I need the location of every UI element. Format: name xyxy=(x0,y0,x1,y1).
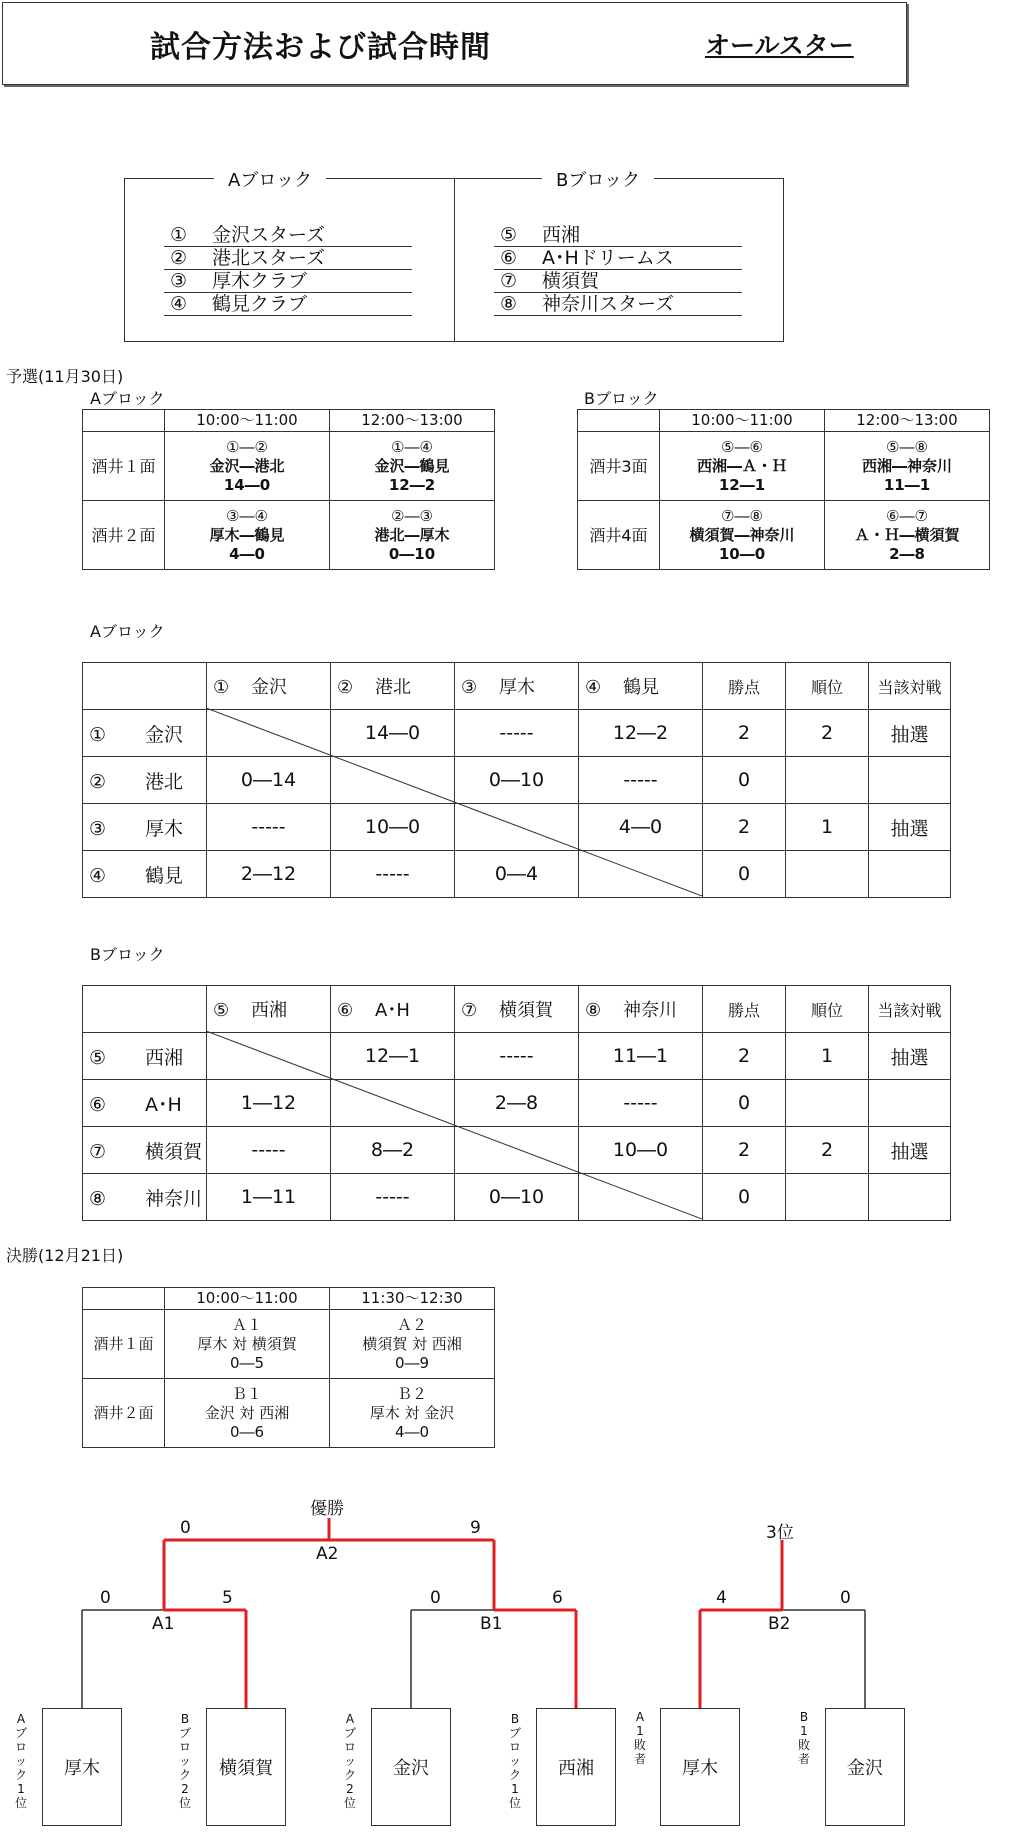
final-table xyxy=(82,1287,495,1448)
legend-a-team: ③ 厚木クラブ xyxy=(164,270,412,293)
rr-cell: 11―1 xyxy=(579,1033,703,1080)
court-cell: 酒井２面 xyxy=(83,501,165,570)
game-cell: ①―② 金沢―港北 14―0 xyxy=(165,432,330,501)
game-cell: Ａ１ 厚木 対 横須賀 0―5 xyxy=(165,1310,330,1379)
rr-cell: ----- xyxy=(579,1080,703,1127)
legend-divider xyxy=(454,178,455,342)
rr-row-team: ⑤ 西湘 xyxy=(83,1033,207,1080)
bracket-team-box: 西湘 xyxy=(536,1708,616,1826)
game-cell: Ｂ２ 厚木 対 金沢 4―0 xyxy=(330,1379,495,1448)
rr-col-header: ④ 鶴見 xyxy=(579,663,703,710)
rr-points: 2 xyxy=(703,1033,786,1080)
rr-rank xyxy=(786,1174,869,1221)
prelim-b-title: Bブロック xyxy=(584,389,659,408)
final-label: 決勝(12月21日) xyxy=(6,1246,124,1265)
time-header: 10:00～11:00 xyxy=(165,410,330,432)
seed-label: B ブ ロ ッ ク 2 位 xyxy=(178,1712,191,1810)
rr-cell: 4―0 xyxy=(579,804,703,851)
legend-b-team: ⑧ 神奈川スターズ xyxy=(494,293,742,316)
rr-cell: 12―1 xyxy=(331,1033,455,1080)
b2-right-score: 0 xyxy=(840,1588,851,1608)
bracket-team-box: 厚木 xyxy=(42,1708,122,1826)
rr-cell: 8―2 xyxy=(331,1127,455,1174)
rr-cell: ----- xyxy=(579,757,703,804)
a1-label: A1 xyxy=(152,1614,175,1634)
court-cell: 酒井１面 xyxy=(83,432,165,501)
rr-col-points: 勝点 xyxy=(703,663,786,710)
b1-left-score: 0 xyxy=(430,1588,441,1608)
rr-col-header: ⑦ 横須賀 xyxy=(455,986,579,1033)
rr-cell: 0―10 xyxy=(455,757,579,804)
rr-cell: ----- xyxy=(207,804,331,851)
bracket-team-box: 横須賀 xyxy=(206,1708,286,1826)
rr-col-header: ⑧ 神奈川 xyxy=(579,986,703,1033)
court-cell: 酒井3面 xyxy=(578,432,660,501)
rr-rank: 1 xyxy=(786,804,869,851)
rr-cell: ----- xyxy=(455,710,579,757)
rr-col-header: ⑤ 西湘 xyxy=(207,986,331,1033)
seed-label: A ブ ロ ッ ク 2 位 xyxy=(343,1712,356,1810)
rr-note: 抽選 xyxy=(869,1127,951,1174)
rr-cell: ----- xyxy=(207,1127,331,1174)
rr-note: 抽選 xyxy=(869,710,951,757)
rr-points: 0 xyxy=(703,1174,786,1221)
rr-rank xyxy=(786,851,869,898)
rr-row-team: ⑧ 神奈川 xyxy=(83,1174,207,1221)
rr-col-header: ⑥ A･H xyxy=(331,986,455,1033)
a1-left-score: 0 xyxy=(100,1588,111,1608)
time-header: 12:00～13:00 xyxy=(330,410,495,432)
game-cell: ③―④ 厚木―鶴見 4―0 xyxy=(165,501,330,570)
time-header: 12:00～13:00 xyxy=(825,410,990,432)
rr-b-title: Bブロック xyxy=(90,945,165,964)
b2-left-score: 4 xyxy=(716,1588,727,1608)
rr-cell: ----- xyxy=(455,1033,579,1080)
rr-row-team: ③ 厚木 xyxy=(83,804,207,851)
rr-rank xyxy=(786,757,869,804)
a2-label: A2 xyxy=(316,1544,339,1564)
rr-col-header: ② 港北 xyxy=(331,663,455,710)
game-cell: Ａ２ 横須賀 対 西湘 0―9 xyxy=(330,1310,495,1379)
legend-b-title: Bブロック xyxy=(542,166,654,192)
rr-note xyxy=(869,851,951,898)
rr-a-diagonal xyxy=(206,708,702,896)
rr-col-rank: 順位 xyxy=(786,663,869,710)
third-place-label: 3位 xyxy=(766,1523,794,1543)
game-cell: ⑤―⑧ 西湘―神奈川 11―1 xyxy=(825,432,990,501)
time-header: 10:00～11:00 xyxy=(165,1288,330,1310)
rr-points: 0 xyxy=(703,1080,786,1127)
rr-row-team: ④ 鶴見 xyxy=(83,851,207,898)
rr-cell: ----- xyxy=(331,1174,455,1221)
rr-points: 2 xyxy=(703,804,786,851)
rr-rank: 1 xyxy=(786,1033,869,1080)
game-cell: ①―④ 金沢―鶴見 12―2 xyxy=(330,432,495,501)
champion-label: 優勝 xyxy=(310,1499,344,1519)
court-cell: 酒井２面 xyxy=(83,1379,165,1448)
rr-a-wrap xyxy=(82,662,950,896)
rr-note: 抽選 xyxy=(869,804,951,851)
legend-b-team: ⑤ 西湘 xyxy=(494,224,742,247)
rr-col-rank: 順位 xyxy=(786,986,869,1033)
b1-right-score: 6 xyxy=(552,1588,563,1608)
seed-label: B ブ ロ ッ ク 1 位 xyxy=(508,1712,521,1810)
rr-points: 2 xyxy=(703,710,786,757)
rr-cell: 1―12 xyxy=(207,1080,331,1127)
a1-right-score: 5 xyxy=(222,1588,233,1608)
rr-a-title: Aブロック xyxy=(90,622,165,641)
time-header: 10:00～11:00 xyxy=(660,410,825,432)
prelim-a-table xyxy=(82,409,495,570)
rr-col-note: 当該対戦 xyxy=(869,663,951,710)
rr-points: 0 xyxy=(703,851,786,898)
game-cell: ②―③ 港北―厚木 0―10 xyxy=(330,501,495,570)
legend-b-team: ⑥ A･Hドリームス xyxy=(494,247,742,270)
court-cell: 酒井4面 xyxy=(578,501,660,570)
game-cell: ⑤―⑥ 西湘―Ａ・Ｈ 12―1 xyxy=(660,432,825,501)
rr-cell: 12―2 xyxy=(579,710,703,757)
rr-cell: ----- xyxy=(331,851,455,898)
legend-a-team: ① 金沢スターズ xyxy=(164,224,412,247)
seed-label: B 1 敗 者 xyxy=(797,1710,810,1766)
bracket-team-box: 金沢 xyxy=(825,1708,905,1826)
seed-label: A ブ ロ ッ ク 1 位 xyxy=(14,1712,27,1810)
prelim-label: 予選(11月30日) xyxy=(6,367,124,386)
rr-col-points: 勝点 xyxy=(703,986,786,1033)
game-cell: Ｂ１ 金沢 対 西湘 0―6 xyxy=(165,1379,330,1448)
rr-col-header: ① 金沢 xyxy=(207,663,331,710)
rr-cell: 0―4 xyxy=(455,851,579,898)
rr-cell: 2―8 xyxy=(455,1080,579,1127)
rr-note xyxy=(869,1080,951,1127)
rr-points: 2 xyxy=(703,1127,786,1174)
rr-note xyxy=(869,1174,951,1221)
time-header: 11:30～12:30 xyxy=(330,1288,495,1310)
b1-label: B1 xyxy=(480,1614,503,1634)
rr-row-team: ① 金沢 xyxy=(83,710,207,757)
bracket-team-box: 金沢 xyxy=(371,1708,451,1826)
page-title: 試合方法および試合時間 xyxy=(150,30,491,65)
rr-note: 抽選 xyxy=(869,1033,951,1080)
rr-cell: 10―0 xyxy=(331,804,455,851)
rr-rank: 2 xyxy=(786,710,869,757)
rr-cell: 1―11 xyxy=(207,1174,331,1221)
legend-a-team: ④ 鶴見クラブ xyxy=(164,293,412,316)
rr-note xyxy=(869,757,951,804)
page-subtitle: オールスター xyxy=(705,31,854,60)
legend-a-team: ② 港北スターズ xyxy=(164,247,412,270)
rr-rank xyxy=(786,1080,869,1127)
rr-cell: 14―0 xyxy=(331,710,455,757)
court-cell: 酒井１面 xyxy=(83,1310,165,1379)
rr-col-header: ③ 厚木 xyxy=(455,663,579,710)
rr-cell: 2―12 xyxy=(207,851,331,898)
a2-right-score: 9 xyxy=(470,1518,481,1538)
rr-points: 0 xyxy=(703,757,786,804)
rr-b-wrap xyxy=(82,985,950,1219)
legend-a-title: Aブロック xyxy=(214,166,326,192)
legend-b-team: ⑦ 横須賀 xyxy=(494,270,742,293)
rr-row-team: ⑦ 横須賀 xyxy=(83,1127,207,1174)
rr-cell: 0―10 xyxy=(455,1174,579,1221)
a2-left-score: 0 xyxy=(180,1518,191,1538)
bracket-team-box: 厚木 xyxy=(660,1708,740,1826)
rr-cell: 10―0 xyxy=(579,1127,703,1174)
prelim-b-table xyxy=(577,409,990,570)
rr-b-diagonal xyxy=(206,1031,702,1219)
game-cell: ⑥―⑦ Ａ・Ｈ―横須賀 2―8 xyxy=(825,501,990,570)
prelim-a-title: Aブロック xyxy=(90,389,165,408)
rr-col-note: 当該対戦 xyxy=(869,986,951,1033)
rr-row-team: ② 港北 xyxy=(83,757,207,804)
rr-rank: 2 xyxy=(786,1127,869,1174)
rr-row-team: ⑥ A･H xyxy=(83,1080,207,1127)
game-cell: ⑦―⑧ 横須賀―神奈川 10―0 xyxy=(660,501,825,570)
seed-label: A 1 敗 者 xyxy=(633,1710,646,1766)
rr-cell: 0―14 xyxy=(207,757,331,804)
b2-label: B2 xyxy=(768,1614,791,1634)
